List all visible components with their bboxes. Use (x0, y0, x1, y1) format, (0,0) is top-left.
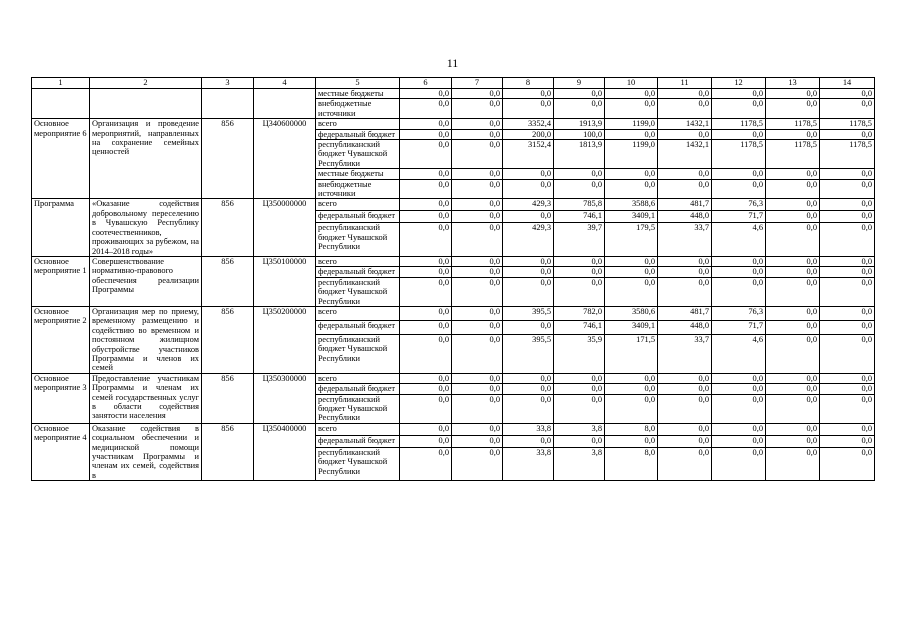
budget-code: Ц350300000 (254, 373, 316, 423)
value-cell: 0,0 (605, 179, 658, 199)
value-cell: 0,0 (712, 99, 766, 119)
budget-code: Ц350100000 (254, 256, 316, 306)
value-cell: 0,0 (712, 129, 766, 139)
value-cell: 0,0 (452, 384, 503, 394)
value-cell: 0,0 (712, 373, 766, 383)
measure-description: Организация мер по приему, временному размещению и содействию во временном и постоянном жилищном обустройстве участников Программы и членов их семей (90, 306, 202, 373)
value-cell: 0,0 (820, 447, 875, 481)
value-cell: 0,0 (766, 256, 820, 266)
value-cell: 0,0 (503, 277, 554, 306)
value-cell: 481,7 (658, 306, 712, 320)
measure-name: Программа (32, 199, 90, 256)
value-cell: 0,0 (766, 320, 820, 334)
budget-code: Ц350400000 (254, 423, 316, 480)
value-cell: 746,1 (554, 320, 605, 334)
header-cell: 13 (766, 78, 820, 89)
budget-code: Ц350200000 (254, 306, 316, 373)
funding-source: федеральный бюджет (316, 211, 400, 223)
header-cell: 5 (316, 78, 400, 89)
value-cell: 0,0 (452, 423, 503, 435)
value-cell: 0,0 (658, 89, 712, 99)
value-cell: 0,0 (766, 423, 820, 435)
value-cell: 8,0 (605, 447, 658, 481)
header-cell: 7 (452, 78, 503, 89)
value-cell: 0,0 (400, 140, 452, 169)
value-cell: 0,0 (820, 99, 875, 119)
ministry-code: 856 (202, 423, 254, 480)
value-cell: 0,0 (820, 199, 875, 211)
value-cell: 0,0 (820, 179, 875, 199)
header-cell: 10 (605, 78, 658, 89)
funding-source: всего (316, 119, 400, 129)
value-cell: 1199,0 (605, 119, 658, 129)
value-cell: 0,0 (554, 384, 605, 394)
value-cell: 0,0 (766, 277, 820, 306)
value-cell: 0,0 (452, 447, 503, 481)
value-cell: 0,0 (605, 99, 658, 119)
value-cell: 0,0 (712, 394, 766, 423)
value-cell: 1178,5 (766, 119, 820, 129)
value-cell: 0,0 (554, 394, 605, 423)
value-cell: 100,0 (554, 129, 605, 139)
value-cell: 0,0 (766, 211, 820, 223)
measure-description: Совершенствование нормативно-правового обеспечения реализации Программы (90, 256, 202, 306)
header-cell: 11 (658, 78, 712, 89)
value-cell: 0,0 (400, 211, 452, 223)
value-cell: 0,0 (820, 394, 875, 423)
funding-source: всего (316, 306, 400, 320)
value-cell: 200,0 (503, 129, 554, 139)
value-cell: 0,0 (605, 267, 658, 277)
value-cell: 0,0 (766, 89, 820, 99)
value-cell: 4,6 (712, 223, 766, 257)
value-cell: 0,0 (605, 129, 658, 139)
budget-code (254, 89, 316, 119)
value-cell: 0,0 (452, 89, 503, 99)
value-cell: 0,0 (452, 277, 503, 306)
value-cell: 0,0 (658, 435, 712, 447)
value-cell: 0,0 (820, 320, 875, 334)
value-cell: 0,0 (712, 435, 766, 447)
value-cell: 3580,6 (605, 306, 658, 320)
value-cell: 785,8 (554, 199, 605, 211)
value-cell: 0,0 (400, 99, 452, 119)
value-cell: 0,0 (554, 277, 605, 306)
measure-name: Основное мероприятие 4 (32, 423, 90, 480)
value-cell: 0,0 (503, 256, 554, 266)
value-cell: 1178,5 (766, 140, 820, 169)
ministry-code: 856 (202, 373, 254, 423)
value-cell: 0,0 (605, 394, 658, 423)
value-cell: 0,0 (400, 267, 452, 277)
value-cell: 0,0 (820, 306, 875, 320)
table-row (32, 423, 875, 435)
value-cell: 0,0 (554, 99, 605, 119)
value-cell: 0,0 (452, 223, 503, 257)
value-cell: 0,0 (712, 169, 766, 179)
value-cell: 39,7 (554, 223, 605, 257)
value-cell: 0,0 (766, 306, 820, 320)
value-cell: 171,5 (605, 334, 658, 373)
value-cell: 448,0 (658, 211, 712, 223)
value-cell: 0,0 (503, 179, 554, 199)
value-cell: 1178,5 (820, 119, 875, 129)
value-cell: 0,0 (766, 223, 820, 257)
table-row (32, 256, 875, 266)
value-cell: 33,7 (658, 223, 712, 257)
measure-name (32, 89, 90, 119)
value-cell: 0,0 (658, 423, 712, 435)
value-cell: 0,0 (820, 169, 875, 179)
measure-description: Предоставление участникам Программы и членам их семей государственных услуг в области содействия занятости населения (90, 373, 202, 423)
value-cell: 746,1 (554, 211, 605, 223)
value-cell: 395,5 (503, 334, 554, 373)
ministry-code: 856 (202, 256, 254, 306)
value-cell: 0,0 (766, 435, 820, 447)
value-cell: 0,0 (658, 169, 712, 179)
funding-source: республиканский бюджет Чувашской Республики (316, 334, 400, 373)
value-cell: 395,5 (503, 306, 554, 320)
value-cell: 0,0 (820, 89, 875, 99)
value-cell: 0,0 (658, 99, 712, 119)
header-cell: 8 (503, 78, 554, 89)
value-cell: 0,0 (452, 256, 503, 266)
value-cell: 0,0 (452, 435, 503, 447)
value-cell: 35,9 (554, 334, 605, 373)
value-cell: 0,0 (712, 179, 766, 199)
value-cell: 0,0 (400, 394, 452, 423)
value-cell: 782,0 (554, 306, 605, 320)
value-cell: 0,0 (766, 129, 820, 139)
value-cell: 0,0 (400, 334, 452, 373)
value-cell: 33,8 (503, 447, 554, 481)
measure-name: Основное мероприятие 1 (32, 256, 90, 306)
value-cell: 0,0 (503, 394, 554, 423)
value-cell: 0,0 (400, 423, 452, 435)
value-cell: 0,0 (605, 256, 658, 266)
value-cell: 0,0 (766, 447, 820, 481)
value-cell: 0,0 (766, 99, 820, 119)
value-cell: 0,0 (820, 129, 875, 139)
value-cell: 0,0 (400, 447, 452, 481)
ministry-code: 856 (202, 119, 254, 199)
value-cell: 0,0 (766, 373, 820, 383)
value-cell: 0,0 (605, 169, 658, 179)
value-cell: 0,0 (658, 267, 712, 277)
value-cell: 0,0 (400, 179, 452, 199)
value-cell: 76,3 (712, 306, 766, 320)
funding-source: республиканский бюджет Чувашской Республики (316, 277, 400, 306)
value-cell: 0,0 (400, 199, 452, 211)
value-cell: 0,0 (400, 277, 452, 306)
table-row (32, 199, 875, 211)
value-cell: 0,0 (820, 334, 875, 373)
funding-source: местные бюджеты (316, 169, 400, 179)
table-row (32, 306, 875, 320)
table-row (32, 119, 875, 129)
value-cell: 0,0 (766, 179, 820, 199)
value-cell: 71,7 (712, 320, 766, 334)
value-cell: 0,0 (658, 129, 712, 139)
value-cell: 8,0 (605, 423, 658, 435)
value-cell: 0,0 (820, 384, 875, 394)
page-number: 11 (446, 56, 459, 70)
value-cell: 0,0 (452, 140, 503, 169)
value-cell: 0,0 (766, 267, 820, 277)
value-cell: 1432,1 (658, 140, 712, 169)
value-cell: 0,0 (400, 223, 452, 257)
value-cell: 0,0 (766, 394, 820, 423)
value-cell: 0,0 (400, 435, 452, 447)
value-cell: 0,0 (400, 384, 452, 394)
value-cell: 0,0 (452, 99, 503, 119)
value-cell: 0,0 (712, 423, 766, 435)
value-cell: 0,0 (712, 277, 766, 306)
value-cell: 0,0 (503, 169, 554, 179)
value-cell: 1178,5 (712, 119, 766, 129)
value-cell: 0,0 (766, 199, 820, 211)
value-cell: 3409,1 (605, 211, 658, 223)
value-cell: 0,0 (452, 211, 503, 223)
value-cell: 0,0 (820, 211, 875, 223)
value-cell: 0,0 (452, 267, 503, 277)
measure-name: Основное мероприятие 2 (32, 306, 90, 373)
funding-source: всего (316, 199, 400, 211)
funding-source: республиканский бюджет Чувашской Республики (316, 447, 400, 481)
value-cell: 1913,9 (554, 119, 605, 129)
value-cell: 0,0 (452, 119, 503, 129)
ministry-code (202, 89, 254, 119)
funding-source: республиканский бюджет Чувашской Республики (316, 394, 400, 423)
value-cell: 0,0 (712, 267, 766, 277)
value-cell: 0,0 (503, 89, 554, 99)
value-cell: 0,0 (554, 179, 605, 199)
value-cell: 0,0 (503, 373, 554, 383)
value-cell: 0,0 (820, 423, 875, 435)
value-cell: 0,0 (452, 373, 503, 383)
header-row (32, 78, 875, 89)
value-cell: 0,0 (554, 267, 605, 277)
value-cell: 0,0 (605, 277, 658, 306)
funding-source: всего (316, 256, 400, 266)
value-cell: 448,0 (658, 320, 712, 334)
value-cell: 1199,0 (605, 140, 658, 169)
funding-source: местные бюджеты (316, 89, 400, 99)
value-cell: 481,7 (658, 199, 712, 211)
value-cell: 0,0 (658, 256, 712, 266)
budget-code: Ц350000000 (254, 199, 316, 256)
value-cell: 0,0 (554, 435, 605, 447)
measure-description: Организация и проведение мероприятий, направленных на сохранение семейных ценностей (90, 119, 202, 199)
value-cell: 3152,4 (503, 140, 554, 169)
value-cell: 0,0 (712, 256, 766, 266)
value-cell: 0,0 (452, 179, 503, 199)
value-cell: 0,0 (605, 89, 658, 99)
measure-name: Основное мероприятие 3 (32, 373, 90, 423)
header-cell: 2 (90, 78, 202, 89)
value-cell: 1432,1 (658, 119, 712, 129)
value-cell: 0,0 (712, 384, 766, 394)
table-body (32, 78, 875, 481)
value-cell: 0,0 (503, 99, 554, 119)
value-cell: 0,0 (400, 373, 452, 383)
value-cell: 1813,9 (554, 140, 605, 169)
funding-source: федеральный бюджет (316, 384, 400, 394)
value-cell: 0,0 (452, 169, 503, 179)
measure-description (90, 89, 202, 119)
value-cell: 179,5 (605, 223, 658, 257)
value-cell: 0,0 (820, 373, 875, 383)
value-cell: 0,0 (820, 267, 875, 277)
value-cell: 0,0 (400, 306, 452, 320)
header-cell: 1 (32, 78, 90, 89)
funding-source: республиканский бюджет Чувашской Республики (316, 140, 400, 169)
value-cell: 0,0 (503, 435, 554, 447)
value-cell: 0,0 (452, 320, 503, 334)
header-cell: 12 (712, 78, 766, 89)
value-cell: 0,0 (605, 373, 658, 383)
value-cell: 0,0 (452, 306, 503, 320)
value-cell: 0,0 (554, 169, 605, 179)
value-cell: 429,3 (503, 199, 554, 211)
value-cell: 0,0 (400, 89, 452, 99)
value-cell: 0,0 (452, 129, 503, 139)
measure-description: Оказание содействия в социальном обеспечении и медицинской помощи участникам Программы и членам их семей, содействия в (90, 423, 202, 480)
value-cell: 3,8 (554, 423, 605, 435)
value-cell: 0,0 (712, 89, 766, 99)
budget-code: Ц340600000 (254, 119, 316, 199)
value-cell: 3352,4 (503, 119, 554, 129)
table-row (32, 89, 875, 99)
measure-name: Основное мероприятие 6 (32, 119, 90, 199)
header-cell: 3 (202, 78, 254, 89)
value-cell: 0,0 (503, 320, 554, 334)
value-cell: 3409,1 (605, 320, 658, 334)
value-cell: 0,0 (503, 211, 554, 223)
header-cell: 6 (400, 78, 452, 89)
value-cell: 0,0 (554, 256, 605, 266)
value-cell: 0,0 (554, 89, 605, 99)
value-cell: 0,0 (605, 384, 658, 394)
value-cell: 3588,6 (605, 199, 658, 211)
header-cell: 4 (254, 78, 316, 89)
value-cell: 4,6 (712, 334, 766, 373)
funding-source: республиканский бюджет Чувашской Республики (316, 223, 400, 257)
budget-table (31, 77, 875, 481)
funding-source: внебюджетные источники (316, 179, 400, 199)
table-row (32, 373, 875, 383)
value-cell: 0,0 (766, 169, 820, 179)
value-cell: 0,0 (400, 320, 452, 334)
funding-source: федеральный бюджет (316, 435, 400, 447)
value-cell: 0,0 (658, 277, 712, 306)
value-cell: 0,0 (820, 256, 875, 266)
value-cell: 0,0 (658, 384, 712, 394)
value-cell: 71,7 (712, 211, 766, 223)
value-cell: 0,0 (766, 334, 820, 373)
value-cell: 0,0 (400, 119, 452, 129)
value-cell: 0,0 (452, 334, 503, 373)
value-cell: 0,0 (766, 384, 820, 394)
header-cell: 9 (554, 78, 605, 89)
value-cell: 0,0 (400, 129, 452, 139)
value-cell: 0,0 (658, 447, 712, 481)
value-cell: 0,0 (452, 199, 503, 211)
value-cell: 1178,5 (712, 140, 766, 169)
funding-source: федеральный бюджет (316, 320, 400, 334)
ministry-code: 856 (202, 306, 254, 373)
funding-source: федеральный бюджет (316, 129, 400, 139)
ministry-code: 856 (202, 199, 254, 256)
value-cell: 76,3 (712, 199, 766, 211)
value-cell: 33,8 (503, 423, 554, 435)
value-cell: 0,0 (820, 223, 875, 257)
funding-source: всего (316, 373, 400, 383)
value-cell: 0,0 (605, 435, 658, 447)
value-cell: 0,0 (503, 267, 554, 277)
value-cell: 0,0 (658, 179, 712, 199)
value-cell: 33,7 (658, 334, 712, 373)
value-cell: 0,0 (712, 447, 766, 481)
value-cell: 429,3 (503, 223, 554, 257)
value-cell: 1178,5 (820, 140, 875, 169)
funding-source: всего (316, 423, 400, 435)
value-cell: 0,0 (554, 373, 605, 383)
value-cell: 0,0 (658, 373, 712, 383)
value-cell: 0,0 (400, 256, 452, 266)
value-cell: 0,0 (658, 394, 712, 423)
value-cell: 0,0 (452, 394, 503, 423)
measure-description: «Оказание содействия добровольному переселению в Чувашскую Республику соотечественников, проживающих за рубежом, на 2014–2018 годы» (90, 199, 202, 256)
value-cell: 3,8 (554, 447, 605, 481)
value-cell: 0,0 (503, 384, 554, 394)
value-cell: 0,0 (400, 169, 452, 179)
header-cell: 14 (820, 78, 875, 89)
funding-source: внебюджетные источники (316, 99, 400, 119)
funding-source: федеральный бюджет (316, 267, 400, 277)
value-cell: 0,0 (820, 435, 875, 447)
value-cell: 0,0 (820, 277, 875, 306)
